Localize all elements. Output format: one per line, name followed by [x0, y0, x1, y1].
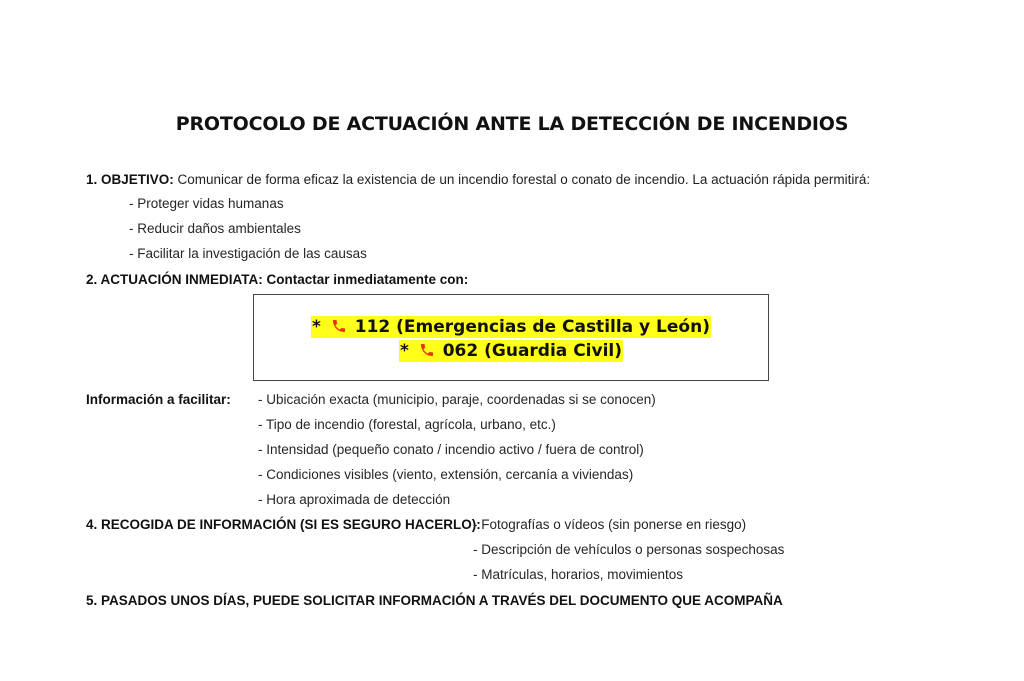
objective-label: 1. OBJETIVO: [86, 172, 174, 187]
follow-up-heading: 5. PASADOS UNOS DÍAS, PUEDE SOLICITAR INFORMACIÓN A TRAVÉS DEL DOCUMENTO QUE ACOMPAÑA [86, 593, 783, 608]
evidence-item: - Descripción de vehículos o personas sospechosas [473, 542, 785, 557]
page-title: PROTOCOLO DE ACTUACIÓN ANTE LA DETECCIÓN DE INCENDIOS [175, 113, 849, 135]
evidence-item: - Fotografías o vídeos (sin ponerse en riesgo) [473, 517, 747, 532]
contact-062 [254, 341, 768, 362]
contact-text: 062 (Guardia Civil) [442, 341, 622, 361]
info-label: Información a facilitar: [86, 392, 231, 407]
info-item: - Condiciones visibles (viento, extensión, cercanía a viviendas) [258, 467, 634, 482]
objective-bullet: - Reducir daños ambientales [129, 221, 301, 236]
phone-icon [331, 318, 347, 334]
info-item: - Ubicación exacta (municipio, paraje, coordenadas si se conocen) [258, 392, 656, 407]
evidence-item: - Matrículas, horarios, movimientos [473, 567, 684, 582]
contact-prefix: * [399, 341, 409, 361]
immediate-action-heading: 2. ACTUACIÓN INMEDIATA: Contactar inmediatamente con: [86, 272, 469, 287]
info-item: - Hora aproximada de detección [258, 492, 451, 507]
emergency-contacts-box [253, 294, 769, 381]
objective-paragraph [86, 171, 870, 189]
contact-112 [254, 317, 768, 338]
objective-bullet: - Proteger vidas humanas [129, 196, 284, 211]
contact-prefix: * [312, 317, 321, 337]
objective-bullet: - Facilitar la investigación de las causas [129, 246, 367, 261]
phone-icon [419, 342, 435, 358]
evidence-heading: 4. RECOGIDA DE INFORMACIÓN (SI ES SEGURO HACERLO): [86, 517, 481, 532]
objective-text: Comunicar de forma eficaz la existencia de un incendio forestal o conato de incendio. La actuación rápida permitirá: [173, 172, 871, 187]
info-item: - Intensidad (pequeño conato / incendio activo / fuera de control) [258, 442, 644, 457]
contact-text: 112 (Emergencias de Castilla y León) [354, 317, 710, 337]
info-item: - Tipo de incendio (forestal, agrícola, urbano, etc.) [258, 417, 556, 432]
